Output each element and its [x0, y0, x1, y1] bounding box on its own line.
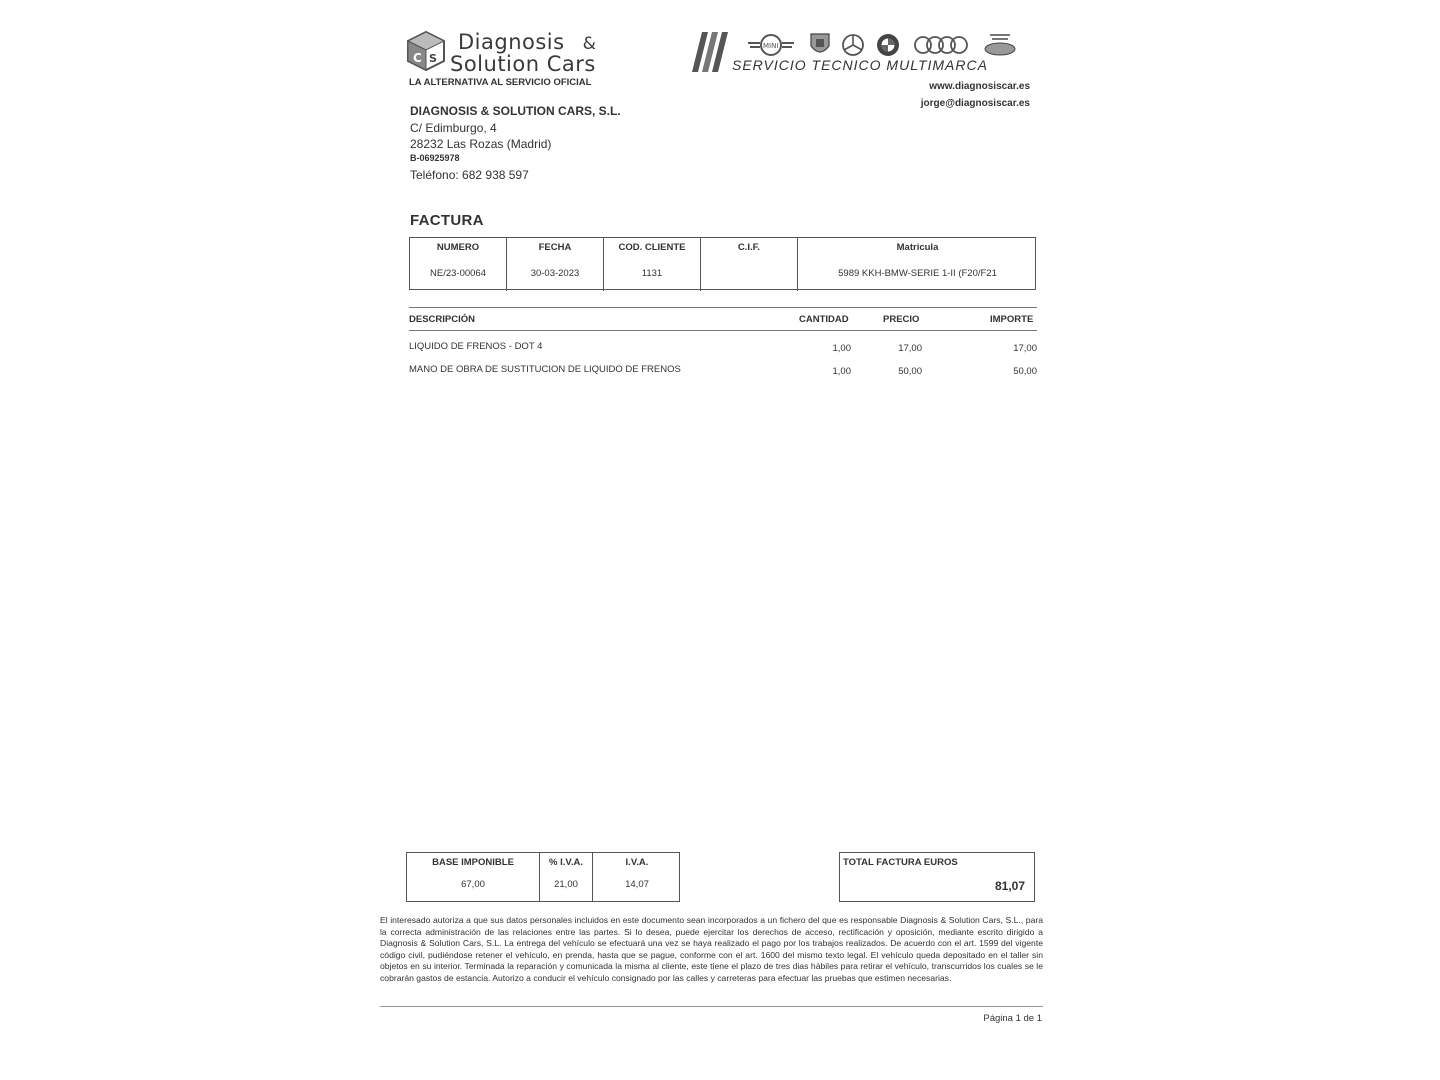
info-cell-client-code [604, 238, 701, 291]
info-value-number: NE/23-00064 [430, 268, 486, 279]
email-link[interactable]: jorge@diagnosiscar.es [920, 98, 1030, 109]
row-quantity: 1,00 [832, 343, 851, 354]
tax-header-base: BASE IMPONIBLE [432, 857, 514, 868]
footer-divider [380, 1006, 1043, 1007]
bmw-logo-icon [877, 34, 899, 56]
company-address-line2: 28232 Las Rozas (Madrid) [410, 137, 552, 151]
info-value-client-code: 1131 [641, 268, 663, 279]
tax-cell-iva [593, 853, 681, 901]
legal-notice: El interesado autoriza a que sus datos personales incluidos en este documento sean incorporados a un fichero del que es responsable Diagnosis & Solution Cars, S.L., para la correcta administración de las relaciones entre las partes. Si lo desea, puede ejercitar los derechos de acceso, rectificación y oposición, mediante escrito dirigido a Diagnosis & Solution Cars, S.L. La entrega del vehículo se efectuará una vez se haya realizado el pago por los trabajos realizados. De acuerdo con el art. 1599 del vigente código civil, pudiéndose retener el vehículo, en prenda, hasta que se pague, conforme con el art. 1600 del mismo texto legal. El vehículo queda depositado en el taller sin objetos en su interior. Terminada la reparación y comunicada la misma al cliente, este tiene el plazo de tres dias hábiles para retirar el vehículo, transcurridos los cuales se le cobrarán gastos de estancia. Autorizo a conducir el vehículo consignado por las calles y carreteras para efectuar las pruebas que estimen necesarias. [380, 915, 1043, 983]
tax-value-rate: 21,00 [554, 879, 578, 890]
column-header-price: PRECIO [883, 314, 920, 325]
tax-value-base: 67,00 [461, 879, 485, 890]
info-header-number: NUMERO [436, 242, 480, 253]
company-phone: Teléfono: 682 938 597 [410, 168, 529, 182]
column-header-quantity: CANTIDAD [799, 314, 849, 325]
info-cell-plate [798, 238, 1037, 291]
page-number: Página 1 de 1 [983, 1013, 1042, 1024]
audi-logo-icon [915, 37, 967, 53]
land-rover-logo-icon [985, 35, 1015, 55]
tax-cell-rate [540, 853, 593, 901]
brand-ampersand: & [582, 34, 597, 54]
porsche-logo-icon [811, 34, 829, 52]
row-price: 17,00 [898, 343, 922, 354]
info-header-date: FECHA [538, 242, 572, 253]
svg-text:S: S [429, 52, 437, 65]
tax-header-iva: I.V.A. [625, 857, 649, 868]
row-price: 50,00 [898, 366, 922, 377]
svg-text:C: C [413, 51, 422, 65]
brand-name-line1 [458, 30, 596, 54]
row-amount: 50,00 [1013, 366, 1037, 377]
tax-value-iva: 14,07 [625, 879, 649, 890]
company-logo-icon [405, 30, 447, 72]
invoice-total-value: 81,07 [994, 879, 1025, 893]
tax-header-rate: % I.V.A. [549, 857, 583, 868]
table-row [409, 341, 1037, 355]
company-tax-id: B-06925978 [410, 153, 460, 163]
info-value-plate: 5989 KKH-BMW-SERIE 1-II (F20/F21 [838, 268, 997, 279]
info-header-plate: Matricula [896, 242, 939, 253]
info-cell-date [507, 238, 604, 291]
mercedes-logo-icon [843, 35, 863, 55]
info-cell-number [410, 238, 507, 291]
row-amount: 17,00 [1013, 343, 1037, 354]
mini-logo-icon [748, 35, 794, 55]
lines-top-divider [409, 307, 1037, 308]
table-row [409, 364, 1037, 378]
info-header-cif: C.I.F. [737, 242, 761, 253]
tax-cell-base [407, 853, 540, 901]
row-description: LIQUIDO DE FRENOS - DOT 4 [409, 341, 543, 352]
info-header-client-code: COD. CLIENTE [618, 242, 686, 253]
brand-tagline: LA ALTERNATIVA AL SERVICIO OFICIAL [409, 77, 592, 88]
info-cell-cif [701, 238, 798, 291]
invoice-total-box [839, 852, 1035, 902]
service-slogan: SERVICIO TECNICO MULTIMARCA [732, 57, 988, 73]
column-header-amount: IMPORTE [990, 314, 1034, 325]
row-quantity: 1,00 [832, 366, 851, 377]
tax-summary-table [406, 852, 680, 902]
car-brand-logos [748, 31, 1038, 59]
lines-header-divider [409, 330, 1037, 331]
company-name: DIAGNOSIS & SOLUTION CARS, S.L. [410, 104, 621, 118]
column-header-description: DESCRIPCIÓN [409, 314, 475, 325]
brand-line1-text: Diagnosis [458, 30, 565, 54]
website-link[interactable]: www.diagnosiscar.es [929, 81, 1030, 92]
invoice-total-label: TOTAL FACTURA EUROS [843, 857, 958, 868]
document-title: FACTURA [410, 212, 484, 229]
invoice-info-table [409, 237, 1036, 290]
brand-name-line2: Solution Cars [450, 52, 596, 76]
company-address-line1: C/ Edimburgo, 4 [410, 121, 497, 135]
row-description: MANO DE OBRA DE SUSTITUCION DE LIQUIDO DE FRENOS [409, 364, 681, 375]
svg-text:MINI: MINI [763, 42, 779, 50]
info-value-date: 30-03-2023 [530, 268, 580, 279]
